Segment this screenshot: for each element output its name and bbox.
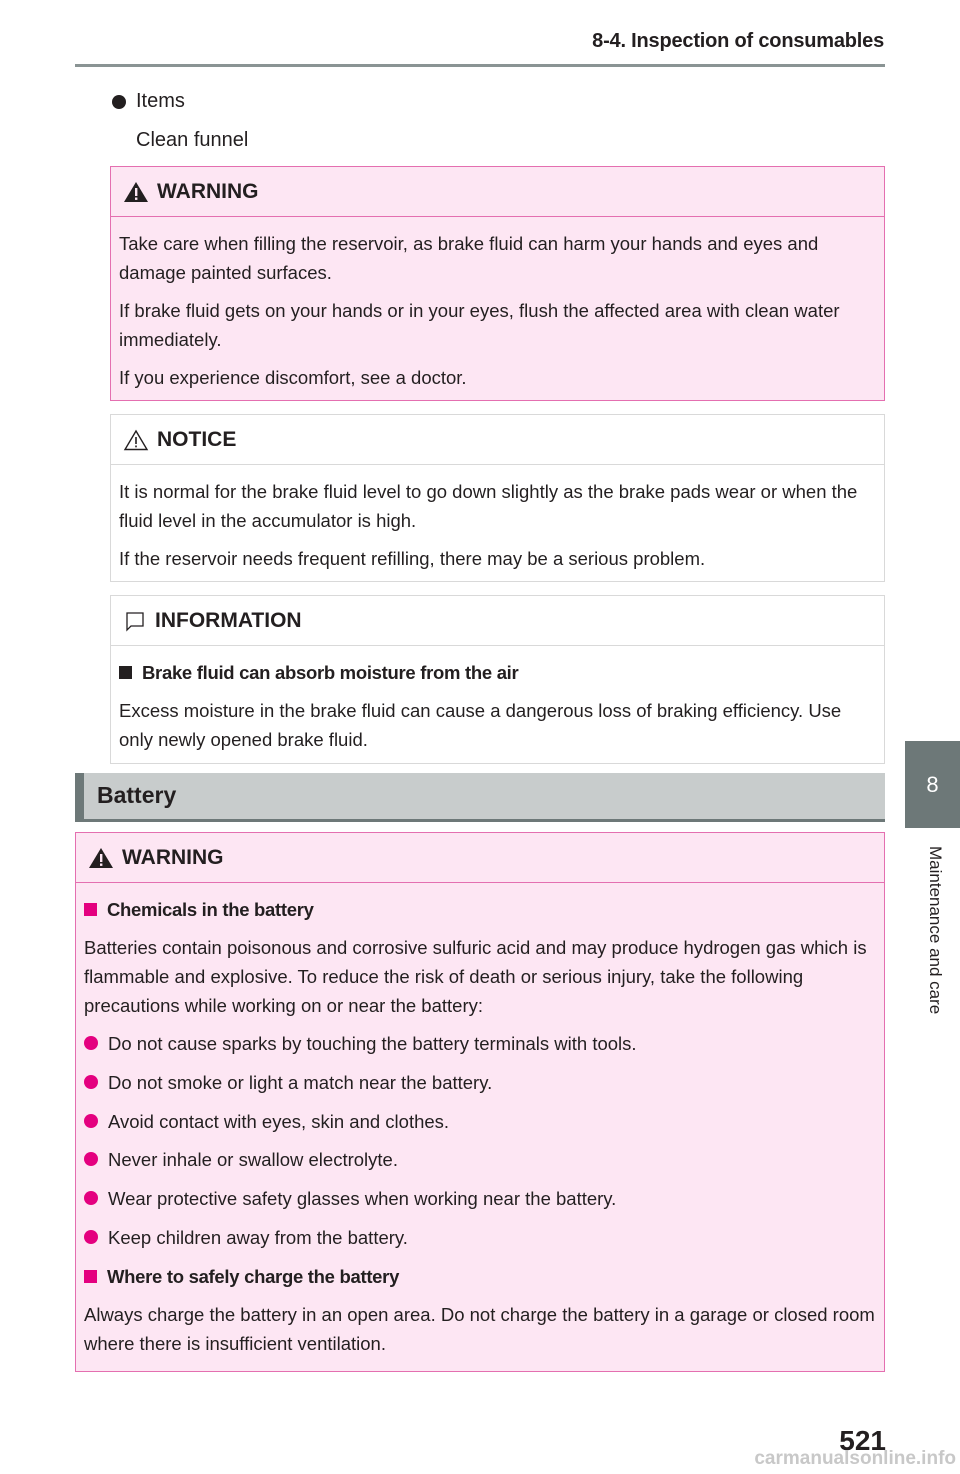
warning-box-brake-fluid <box>110 166 885 401</box>
bullet-dot-icon <box>84 1036 98 1050</box>
bullet-dot-icon <box>84 1114 98 1128</box>
warning-subheading-text: Chemicals in the battery <box>107 899 314 920</box>
warning-paragraph: If brake fluid gets on your hands or in your eyes, flush the affected area with clean water immediately. <box>119 300 840 350</box>
warning-title: WARNING <box>157 179 259 203</box>
bullet-dot-icon <box>84 1191 98 1205</box>
list-item-text: Do not cause sparks by touching the battery terminals with tools. <box>108 1033 637 1054</box>
list-item <box>84 1145 876 1174</box>
list-item <box>84 1107 876 1136</box>
warning-body <box>76 883 884 1358</box>
header-divider <box>75 64 885 67</box>
items-value: Clean funnel <box>136 129 249 151</box>
information-body <box>111 646 884 754</box>
warning-header <box>111 167 884 217</box>
warning-title: WARNING <box>122 845 224 869</box>
list-item <box>84 1029 876 1058</box>
information-header <box>111 596 884 646</box>
list-item <box>84 1068 876 1097</box>
warning-body <box>111 217 884 392</box>
watermark: carmanualsonline.info <box>754 1448 956 1469</box>
square-bullet-icon <box>84 1270 97 1283</box>
chapter-label-area <box>905 828 960 1088</box>
information-box <box>110 595 885 764</box>
section-heading-bar <box>75 773 885 822</box>
warning-subheading-text: Where to safely charge the battery <box>107 1265 400 1287</box>
warning-paragraph: Take care when filling the reservoir, as brake fluid can harm your hands and eyes and damage painted surfaces. <box>119 233 819 283</box>
page-section-title: 8-4. Inspection of consumables <box>592 30 884 52</box>
section-accent <box>75 773 84 819</box>
information-paragraph: Excess moisture in the brake fluid can cause a dangerous loss of braking efficiency. Use only newly opened brake fluid. <box>119 700 842 750</box>
chapter-tab <box>905 741 960 828</box>
list-item <box>84 1184 876 1213</box>
square-bullet-icon <box>119 666 132 679</box>
notice-body <box>111 465 884 573</box>
notice-box <box>110 414 885 582</box>
warning-box-battery <box>75 832 885 1372</box>
items-label: Items <box>136 90 185 112</box>
warning-subheading <box>84 1262 876 1291</box>
warning-triangle-icon <box>88 847 114 869</box>
warning-header <box>76 833 884 883</box>
notice-paragraph: It is normal for the brake fluid level to go down slightly as the brake pads wear or when the fluid level in the accumulator is high. <box>119 481 858 531</box>
list-item-text: Keep children away from the battery. <box>108 1226 408 1248</box>
bullet-dot-icon <box>84 1152 98 1166</box>
warning-paragraph: If you experience discomfort, see a doctor. <box>119 367 467 388</box>
bullet-dot-icon <box>84 1230 98 1244</box>
list-item-text: Do not smoke or light a match near the battery. <box>108 1071 493 1093</box>
bullet-dot-icon <box>112 95 126 109</box>
notice-header <box>111 415 884 465</box>
notice-triangle-outline-icon <box>123 429 149 451</box>
section-title-battery: Battery <box>97 782 177 808</box>
items-bullet <box>112 90 185 113</box>
information-title: INFORMATION <box>155 608 302 632</box>
information-note-icon <box>123 610 147 632</box>
list-item <box>84 1223 876 1252</box>
chapter-label: Maintenance and care <box>926 846 945 1015</box>
warning-paragraph: Batteries contain poisonous and corrosive sulfuric acid and may produce hydrogen gas which is flammable and explosive. To reduce the risk of death or serious injury, take the following precautions while working on or near the battery: <box>84 937 867 1016</box>
information-subheading <box>119 658 876 687</box>
chapter-number: 8 <box>926 771 939 797</box>
notice-paragraph: If the reservoir needs frequent refilling, there may be a serious problem. <box>119 548 706 569</box>
warning-subheading <box>84 895 876 924</box>
list-item-text: Never inhale or swallow electrolyte. <box>108 1149 398 1171</box>
bullet-dot-icon <box>84 1075 98 1089</box>
warning-paragraph: Always charge the battery in an open area. Do not charge the battery in a garage or closed room where there is insufficient ventilation. <box>84 1303 875 1354</box>
information-subheading-text: Brake fluid can absorb moisture from the air <box>142 662 519 683</box>
list-item-text: Wear protective safety glasses when working near the battery. <box>108 1188 617 1210</box>
notice-title: NOTICE <box>157 427 237 451</box>
page-number: 521 <box>839 1425 886 1456</box>
list-item-text: Avoid contact with eyes, skin and clothes. <box>108 1110 450 1132</box>
square-bullet-icon <box>84 903 97 916</box>
warning-triangle-icon <box>123 181 149 203</box>
